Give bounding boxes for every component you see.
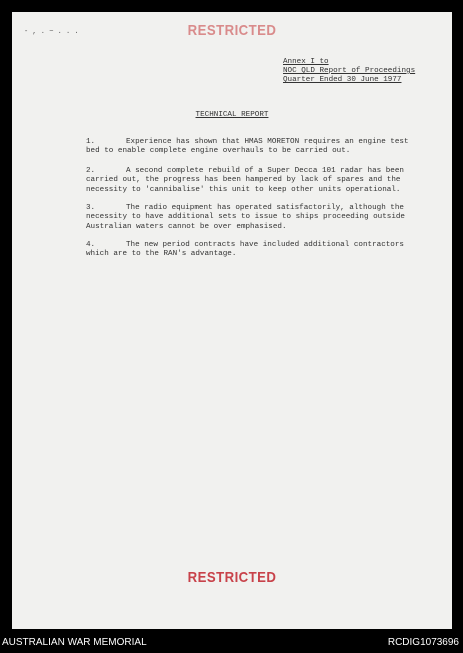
paragraph-1 — [86, 138, 416, 157]
paragraph-text: necessity to 'cannibalise' this unit to keep other units operational. — [86, 185, 401, 194]
paragraph-text: A second complete rebuild of a Super Decca 101 radar has been — [126, 167, 404, 175]
paragraph-number: 1. — [86, 138, 96, 146]
restricted-stamp-top: RESTRICTED — [187, 22, 277, 39]
paragraph-text: Experience has shown that HMAS MORETON requires an engine test — [126, 138, 409, 146]
annex-line-1: Annex I to — [283, 58, 329, 66]
paragraph-text: bed to enable complete engine overhauls to be carried out. — [86, 147, 351, 156]
annex-line-3: Quarter Ended 30 June 1977 — [283, 76, 402, 84]
annex-reference — [283, 58, 415, 85]
archive-reference-id: RCDIG1073696 — [387, 637, 459, 648]
paragraph-text: The radio equipment has operated satisfactorily, although the — [126, 204, 404, 212]
paragraph-number: 3. — [86, 204, 96, 212]
paragraph-number: 2. — [86, 167, 96, 175]
paragraph-text: Australian waters cannot be over emphasised. — [86, 222, 287, 231]
margin-marks: - , . ~ . . . — [24, 28, 79, 36]
document-page — [12, 12, 452, 629]
report-title: TECHNICAL REPORT — [195, 111, 269, 119]
restricted-stamp-bottom: RESTRICTED — [187, 569, 277, 586]
paragraph-text: carried out, the progress has been hampered by lack of spares and the — [86, 176, 401, 185]
paragraph-text: The new period contracts have included additional contractors — [126, 241, 404, 249]
paragraph-text: which are to the RAN's advantage. — [86, 250, 237, 259]
paragraph-number: 4. — [86, 241, 96, 249]
annex-line-2: NOC QLD Report of Proceedings — [283, 67, 416, 75]
paragraph-text: necessity to have additional sets to issue to ships proceeding outside — [86, 213, 405, 222]
archive-credit: AUSTRALIAN WAR MEMORIAL — [2, 637, 147, 648]
paragraph-2 — [86, 167, 416, 195]
paragraph-4 — [86, 241, 416, 260]
paragraph-3 — [86, 204, 416, 232]
